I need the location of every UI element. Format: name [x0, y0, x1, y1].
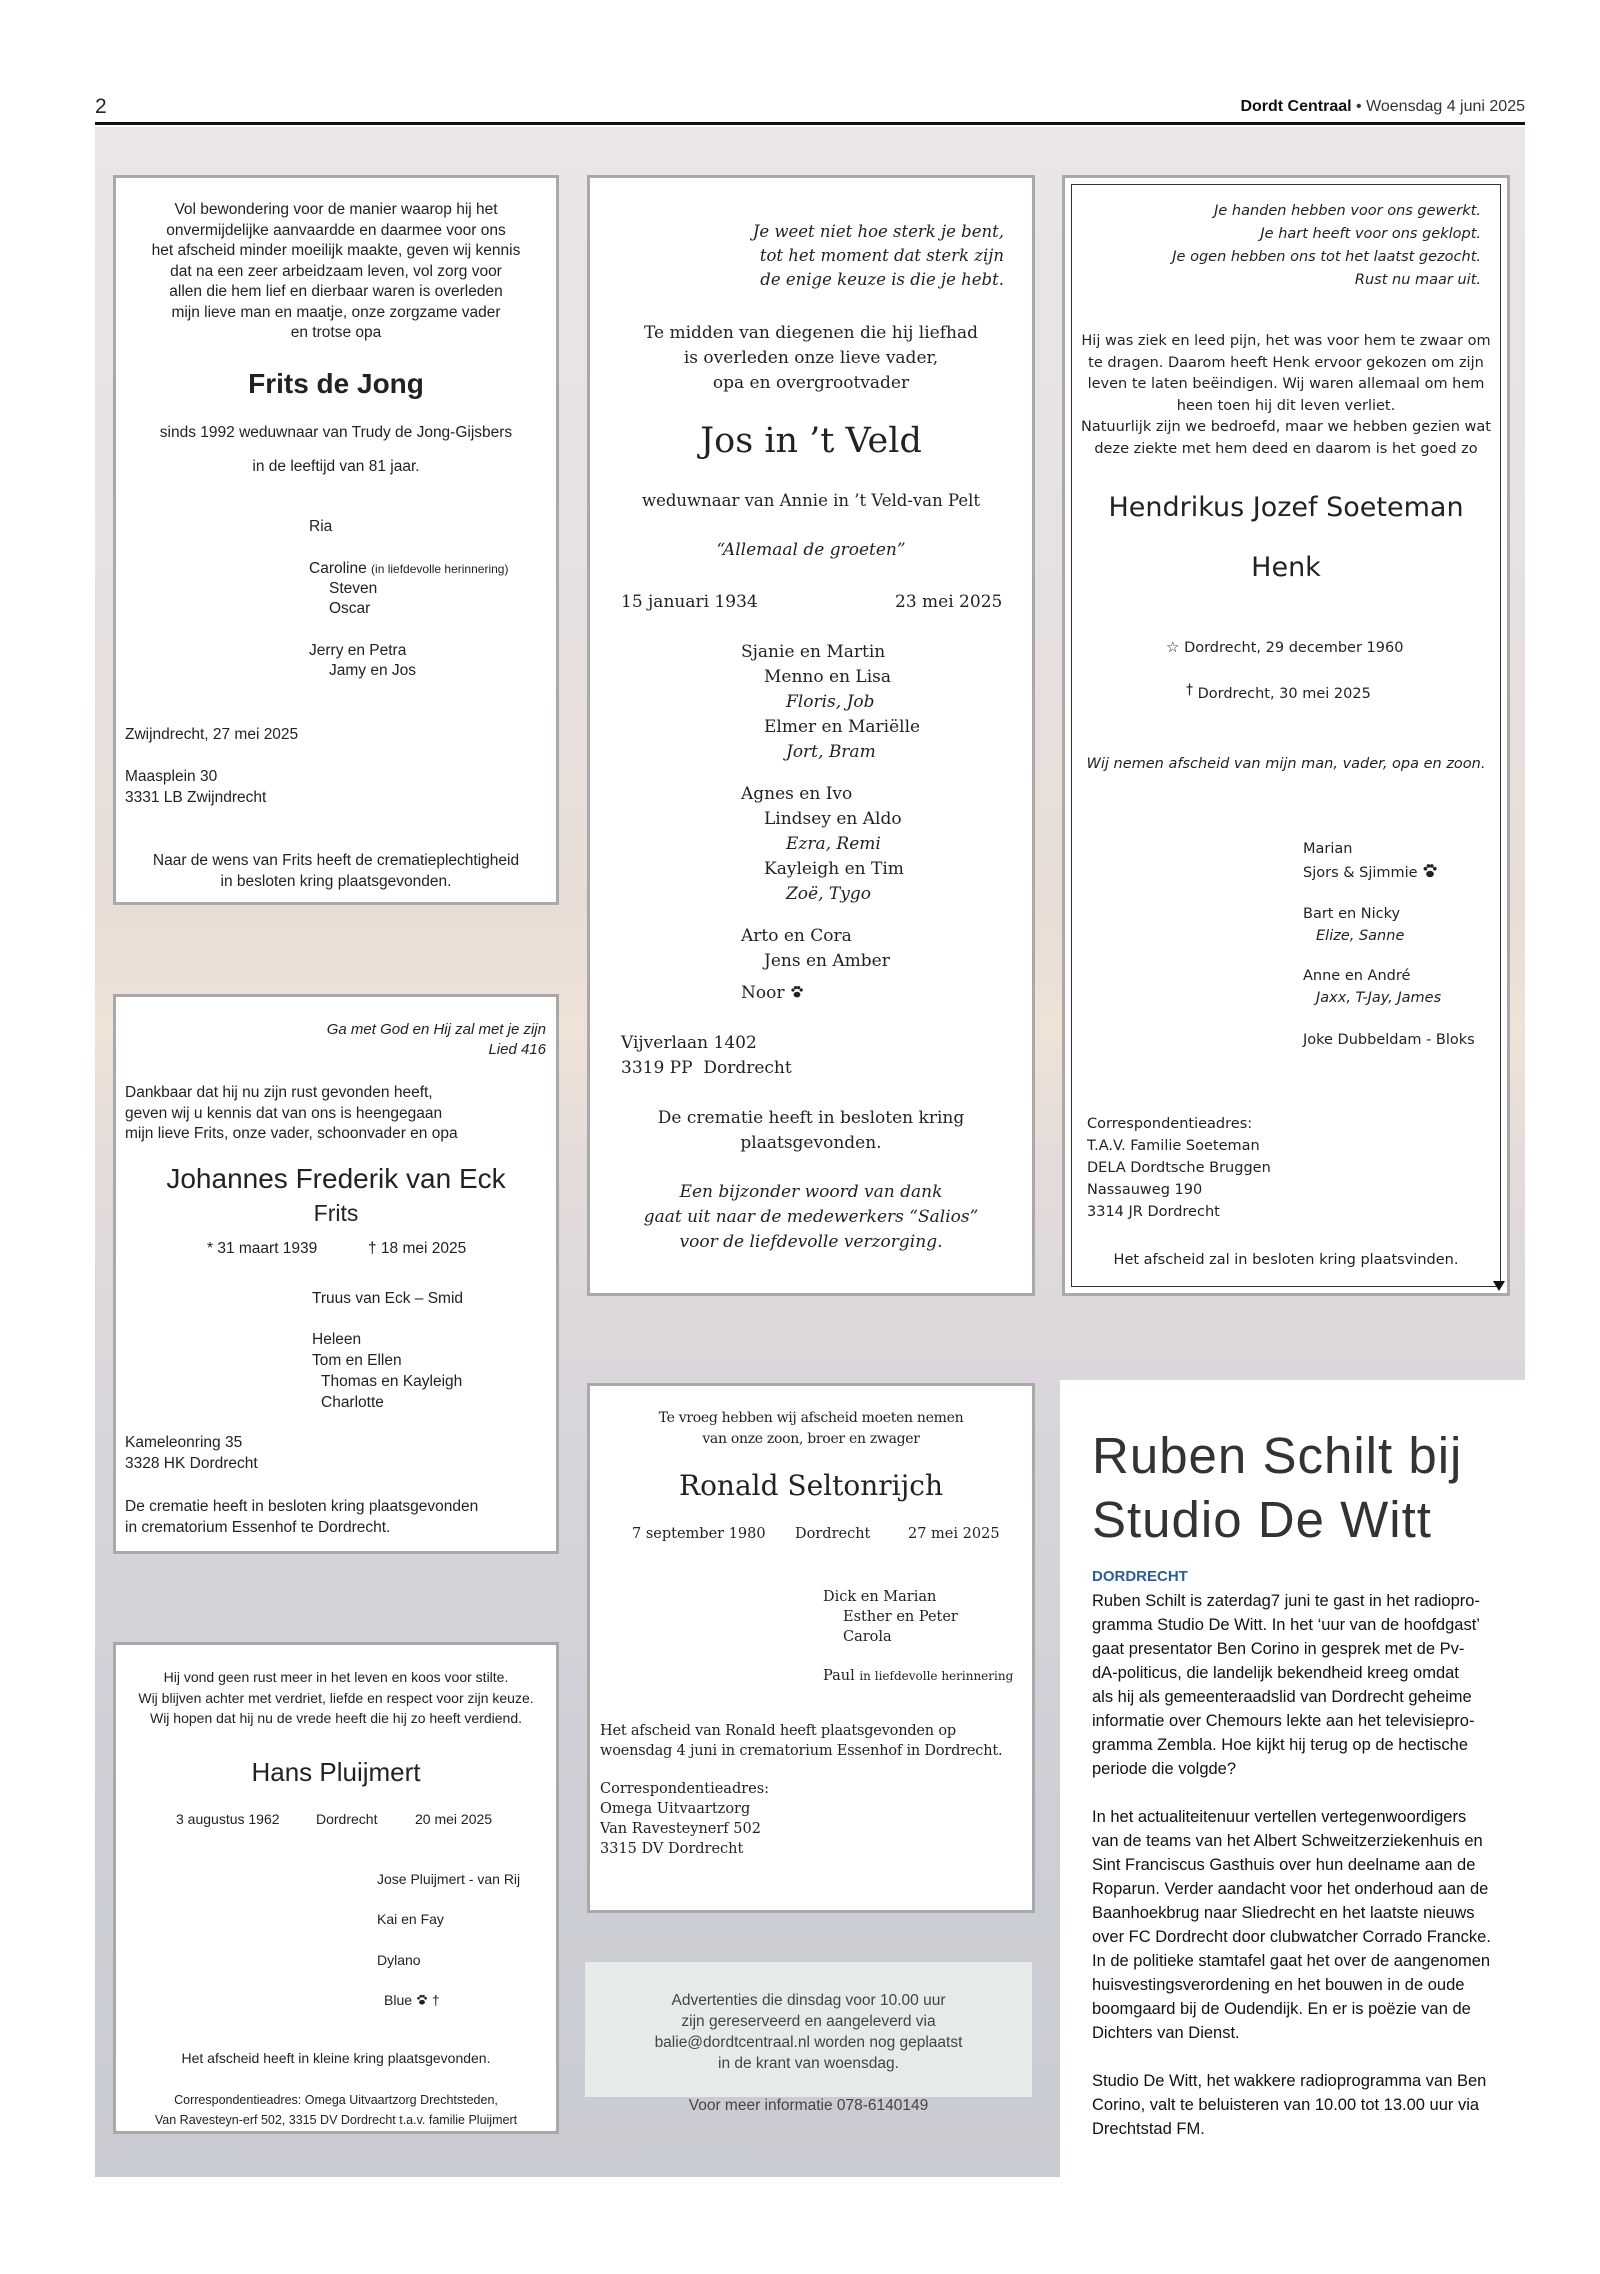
obituary-intro: Te vroeg hebben wij afscheid moeten nemen van onze zoon, broer en zwager — [658, 1410, 964, 1447]
family-member: Esther en Peter — [843, 1609, 958, 1625]
death-date: 20 mei 2025 — [415, 1811, 493, 1827]
obituary-closing: Het afscheid zal in besloten kring plaatsvinden. — [1113, 1252, 1459, 1268]
cremation-note: De crematie heeft in besloten kring plaatsgevonden. — [657, 1108, 965, 1153]
intro-line: allen die hem lief en dierbaar waren is overleden — [169, 283, 503, 300]
family-member: Jerry en Petra — [309, 642, 407, 659]
family-member: Joke Dubbeldam - Bloks — [1303, 1032, 1475, 1048]
obituary-poem: Ga met God en Hij zal met je zijn Lied 416 — [326, 1021, 546, 1058]
family-member: Anne en André — [1303, 968, 1411, 984]
family-member: Oscar — [329, 600, 371, 617]
intro-line: onvermijdelijke aanvaardde en daarmee voor ons — [166, 221, 506, 239]
family-member: Marian — [1303, 841, 1353, 857]
family-member: Carola — [843, 1629, 892, 1645]
farewell-line: Wij nemen afscheid van mijn man, vader, opa en zoon. — [1086, 756, 1486, 772]
obituary-jos-in-t-veld — [587, 175, 1035, 1296]
obituary-poem: Je weet niet hoe sterk je bent, tot het moment dat sterk zijn de enige keuze is die je hebt. — [752, 222, 1004, 289]
death-date: 27 mei 2025 — [908, 1526, 1000, 1542]
death-date: † 18 mei 2025 — [368, 1240, 467, 1257]
family-member: Sjors & Sjimmie — [1303, 863, 1438, 881]
ad-line: Advertenties die dinsdag voor 10.00 uur — [671, 1992, 946, 2009]
obituary-closing: Het afscheid heeft in kleine kring plaatsgevonden. — [181, 2050, 491, 2066]
family-member: Elmer en Mariëlle — [764, 717, 921, 737]
deceased-name: Hendrikus Jozef Soeteman — [1108, 492, 1464, 523]
article-body: Ruben Schilt is zaterdag7 juni te gast in het radiopro- gramma Studio De Witt. In het ‘uur van de hoofdgast’ gaat presentator Ben Corino in gesprek met de Pv- dA-politicus, die landelijk bekendheid kreeg omdat als hij als gemeenteraadslid van Dordrecht geheime informatie over Chemours lekte aan het televisiepro- gramma Zembla. Hoe kijkt hij terug op de hectische periode die volgde? In het actualiteitenuur vertellen vertegenwoordigers van de teams van het Albert Schweitzerziekenhuis en Sint Franciscus Gasthuis over hun deelname aan de Roparun. Verder aandacht voor het onderhoud aan de Baanhoekbrug naar Sliedrecht en het laatste nieuws over FC Dordrecht door clubwatcher Corrado Francke. In de politieke stamtafel gaat het over de aangenomen huisvestingsverordening en het bouwen in de oude boomgaard bij de Oudendijk. En er is poëzie van de Dichters van Dienst. Studio De Witt, het wakkere radioprogramma van Ben Corino, valt te beluisteren van 10.00 tot 13.00 uur via Drechtstad FM. — [1092, 1592, 1491, 2138]
family-member: Thomas en Kayleigh — [321, 1373, 463, 1390]
article-kicker: DORDRECHT — [1092, 1568, 1188, 1585]
place: Dordrecht — [316, 1811, 378, 1827]
obituary-hendrikus-soeteman — [1062, 175, 1510, 1296]
article-title: Ruben Schilt bij Studio De Witt — [1092, 1427, 1463, 1548]
paw-icon — [790, 985, 804, 999]
intro-line: het afscheid minder moeilijk maakte, geven wij kennis — [151, 242, 521, 259]
family-member: Jens en Amber — [764, 951, 890, 971]
paw-icon — [416, 1994, 428, 2006]
age-line: in de leeftijd van 81 jaar. — [252, 458, 420, 475]
page-header — [95, 95, 1525, 125]
obituary-intro: Dankbaar dat hij nu zijn rust gevonden heeft, geven wij u kennis dat van ons is heengegaan mijn lieve Frits, onze vader, schoonvader en opa — [125, 1084, 458, 1142]
news-article — [1060, 1380, 1525, 2177]
intro-line: dat na een zeer arbeidzaam leven, vol zorg voor — [170, 262, 502, 280]
deceased-name: Hans Pluijmert — [251, 1757, 421, 1787]
obituary-closing: De crematie heeft in besloten kring plaatsgevonden in crematorium Essenhof te Dordrecht. — [125, 1498, 479, 1536]
birth-date: 3 augustus 1962 — [176, 1811, 280, 1827]
address-line: Kameleonring 35 — [125, 1434, 243, 1451]
ad-line: zijn gereserveerd en aangeleverd via — [681, 2013, 936, 2030]
advertising-info-box — [585, 1962, 1032, 2114]
thanks-note: Een bijzonder woord van dank gaat uit naar de medewerkers “Salios” voor de liefdevolle verzorging. — [643, 1182, 979, 1252]
birth-date: * 31 maart 1939 — [207, 1240, 318, 1257]
birth-date: 15 januari 1934 — [621, 592, 758, 612]
widower-line: sinds 1992 weduwnaar van Trudy de Jong-Gijsbers — [159, 424, 513, 441]
family-member: Heleen — [312, 1331, 362, 1348]
family-member: Menno en Lisa — [764, 667, 892, 687]
family-member: Dylano — [377, 1952, 421, 1968]
address-line: 3328 HK Dordrecht — [125, 1455, 258, 1472]
quote-line: “Allemaal de groeten” — [716, 540, 906, 560]
family-member: Lindsey en Aldo — [764, 809, 902, 829]
star-icon: ☆ — [1166, 638, 1180, 656]
family-member: Zoë, Tygo — [786, 884, 871, 904]
masthead-separator: • — [1351, 98, 1367, 115]
obituary-johannes-van-eck — [113, 994, 559, 1554]
family-member: Kai en Fay — [377, 1911, 444, 1927]
triangle-down-icon — [1493, 1281, 1505, 1291]
ad-line: balie@dordtcentraal.nl worden nog geplaatst — [654, 2034, 963, 2051]
intro-line: Vol bewondering voor de manier waarop hij het — [174, 201, 498, 218]
obituary-frits-de-jong — [113, 175, 559, 905]
correspondence-address: Correspondentieadres: T.A.V. Familie Soeteman DELA Dordtsche Bruggen Nassauweg 190 3314 JR Dordrecht — [1087, 1116, 1271, 1220]
correspondence-address: Correspondentieadres: Omega Uitvaartzorg Drechtsteden, Van Ravesteyn-erf 502, 3315 DV Dordrecht t.a.v. familie Pluijmert — [154, 2093, 518, 2127]
obituary-closing: Naar de wens van Frits heeft de crematieplechtigheid in besloten kring plaatsgevonden. — [152, 852, 520, 890]
family-member: Kayleigh en Tim — [764, 859, 904, 879]
paper-name: Dordt Centraal — [1240, 98, 1352, 115]
paw-icon — [1422, 863, 1438, 879]
obituary-closing: Het afscheid van Ronald heeft plaatsgevonden op woensdag 4 juni in crematorium Essenhof in Dordrecht. — [600, 1723, 1003, 1759]
family-member: Jose Pluijmert - van Rij — [377, 1871, 521, 1887]
family-member: Steven — [329, 580, 378, 597]
obituary-intro: Te midden van diegenen die hij liefhad is overleden onze lieve vader, opa en overgrootvader — [643, 323, 979, 393]
family-member: Charlotte — [321, 1394, 384, 1411]
family-member: Paul in liefdevolle herinnering — [823, 1668, 1014, 1684]
page-number: 2 — [95, 95, 107, 118]
intro-line: en trotse opa — [290, 324, 382, 341]
family-member: Arto en Cora — [741, 926, 852, 946]
intro-line: mijn lieve man en maatje, onze zorgzame vader — [171, 303, 501, 321]
family-member: Ria — [309, 518, 333, 535]
deceased-name: Jos in ’t Veld — [700, 421, 922, 461]
issue-date: Woensdag 4 juni 2025 — [1366, 98, 1525, 115]
correspondence-address: Correspondentieadres: Omega Uitvaartzorg Van Ravesteynerf 502 3315 DV Dordrecht — [600, 1781, 770, 1857]
obituary-hans-pluijmert — [113, 1642, 559, 2134]
family-member: Agnes en Ivo — [741, 784, 853, 804]
family-member: Caroline (in liefdevolle herinnering) — [309, 560, 509, 577]
family-member: Ezra, Remi — [786, 834, 881, 854]
obituary-intro — [116, 200, 556, 344]
family-member: Floris, Job — [786, 692, 875, 712]
family-member: Jaxx, T-Jay, James — [1316, 990, 1442, 1006]
address-line: 3319 PP Dordrecht — [621, 1058, 792, 1078]
deceased-name: Frits de Jong — [248, 368, 424, 399]
deceased-name: Ronald Seltonrijch — [678, 1469, 944, 1502]
family-member: Elize, Sanne — [1316, 928, 1405, 944]
family-member: Noor — [741, 983, 804, 1003]
family-member: Tom en Ellen — [312, 1352, 402, 1369]
birth-line: ☆ Dordrecht, 29 december 1960 — [1166, 638, 1404, 656]
widower-line: weduwnaar van Annie in ’t Veld-van Pelt — [641, 491, 981, 510]
obituary-poem: Je handen hebben voor ons gewerkt. Je hart heeft voor ons geklopt. Je ogen hebben ons tot het laatst gezocht. Rust nu maar uit. — [1172, 203, 1481, 288]
family-member: Sjanie en Martin — [741, 642, 886, 662]
place-date: Zwijndrecht, 27 mei 2025 — [125, 726, 299, 743]
family-member: Jamy en Jos — [329, 662, 417, 679]
deceased-nickname: Frits — [313, 1200, 359, 1226]
address-line: Maasplein 30 — [125, 768, 218, 785]
death-line: † Dordrecht, 30 mei 2025 — [1186, 682, 1371, 702]
family-member: Dick en Marian — [823, 1589, 937, 1605]
obituary-ronald-seltonrijch — [587, 1383, 1035, 1913]
ad-info-line: Voor meer informatie 078-6140149 — [688, 2097, 929, 2114]
address-line: Vijverlaan 1402 — [621, 1033, 757, 1053]
masthead — [1240, 98, 1525, 116]
obituary-intro: Hij was ziek en leed pijn, het was voor hem te zwaar om te dragen. Daarom heeft Henk ervoor gekozen om zijn leven te laten beëindigen. Wij waren allemaal om hem heen toen hij dit leven verliet. Natuurlijk zijn we bedroefd, maar we hebben gezien wat deze ziekte met hem deed en daarom is het goed zo — [1080, 333, 1491, 457]
obituary-intro: Hij vond geen rust meer in het leven en koos voor stilte. Wij blijven achter met verdriet, liefde en respect voor zijn keuze. Wij hopen dat hij nu de vrede heeft die hij zo heeft verdiend. — [138, 1669, 534, 1726]
family-member: Jort, Bram — [786, 742, 876, 762]
ad-line: in de krant van woensdag. — [718, 2055, 899, 2072]
family-member: Bart en Nicky — [1303, 906, 1401, 922]
cross-icon: † — [1186, 682, 1193, 698]
deceased-nickname: Henk — [1251, 552, 1321, 583]
family-member: Truus van Eck – Smid — [312, 1290, 464, 1307]
place: Dordrecht — [795, 1526, 871, 1542]
family-member: Blue † — [384, 1992, 440, 2008]
birth-date: 7 september 1980 — [632, 1526, 766, 1542]
death-date: 23 mei 2025 — [895, 592, 1003, 612]
address-line: 3331 LB Zwijndrecht — [125, 789, 267, 806]
deceased-name: Johannes Frederik van Eck — [166, 1163, 506, 1194]
cross-icon: † — [431, 1992, 440, 2008]
